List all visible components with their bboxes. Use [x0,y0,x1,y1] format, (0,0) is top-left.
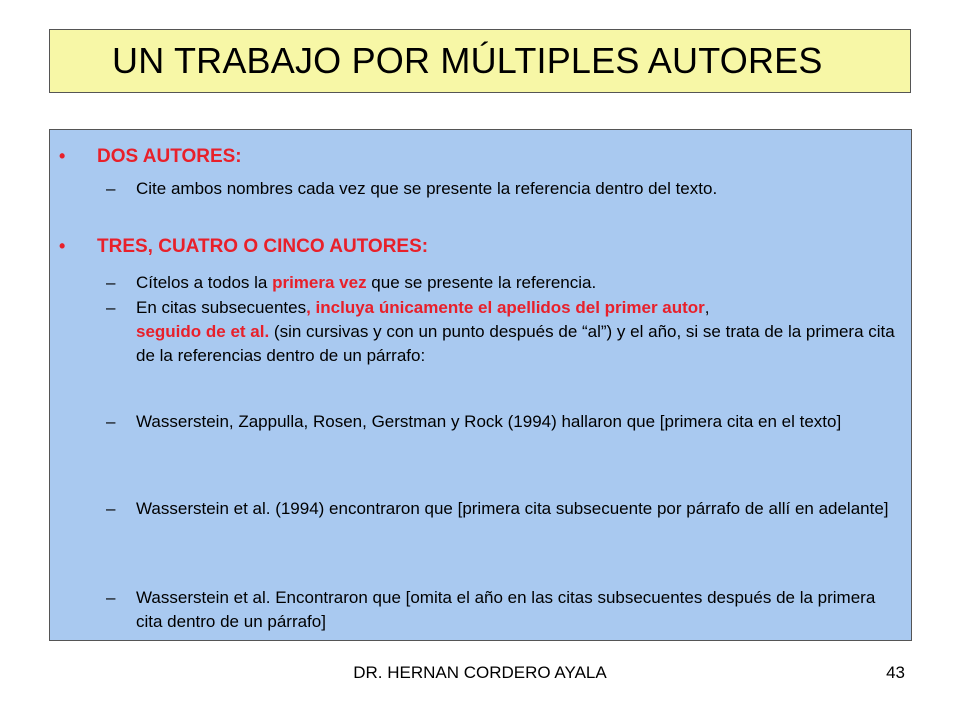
highlight-text: primera vez [272,273,367,292]
list-item-text: Cite ambos nombres cada vez que se presente la referencia dentro del texto. [136,179,718,198]
example-text: Wasserstein et al. (1994) encontraron que [primera cita subsecuente por párrafo de allí en adelante] [136,499,889,518]
highlight-text: , incluya únicamente el apellidos del primer autor [306,298,705,317]
section-heading-text: DOS AUTORES: [97,146,242,167]
section-heading-two-authors [59,146,242,168]
list-item [106,296,906,368]
content-box [49,129,912,641]
footer-author: DR. HERNAN CORDERO AYALA [353,663,607,682]
dash-icon: – [106,298,116,317]
list-item [106,586,906,634]
dash-icon: – [106,412,116,431]
bullet-icon: • [59,236,66,256]
list-item-text [136,296,906,368]
list-item [106,410,906,434]
page-number: 43 [886,663,905,682]
dash-icon: – [106,499,116,518]
text-segment: En citas subsecuentes [136,298,307,317]
text-segment: Cítelos a todos la [136,273,273,292]
text-segment: que se presente la referencia. [366,273,597,292]
dash-icon: – [106,273,116,292]
list-item-text [136,271,906,295]
text-segment: (sin cursivas y con un punto después de “al”) y el año, si se trata de la primera cita de la referencias dentro de un párrafo: [136,322,895,365]
bullet-icon: • [59,146,66,166]
example-text: Wasserstein et al. Encontraron que [omita el año en las citas subsecuentes después de la primera cita dentro de un párrafo] [136,588,876,631]
highlight-text: seguido de et al. [136,322,270,341]
dash-icon: – [106,179,116,198]
slide-title: UN TRABAJO POR MÚLTIPLES AUTORES [112,40,823,81]
list-item [106,497,906,521]
list-item [106,177,906,201]
example-text: Wasserstein, Zappulla, Rosen, Gerstman y Rock (1994) hallaron que [primera cita en el texto] [136,412,842,431]
section-heading-three-authors [59,236,428,258]
text-segment: , [704,298,710,317]
dash-icon: – [106,588,116,607]
section-heading-text: TRES, CUATRO O CINCO AUTORES: [97,236,429,257]
title-box [49,29,911,93]
list-item [106,271,906,295]
